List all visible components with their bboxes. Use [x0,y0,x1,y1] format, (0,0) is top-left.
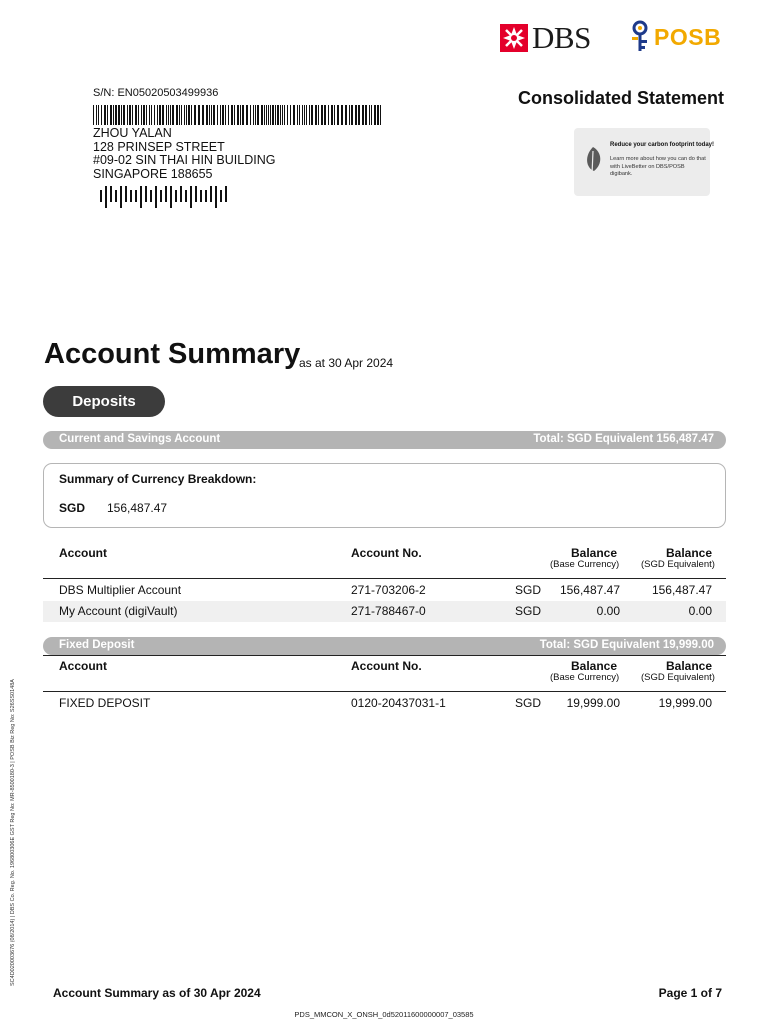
balance-base: 0.00 [596,604,620,618]
serial-number: S/N: EN05020503499936 [93,87,219,99]
fd-header-base-currency: (Base Currency) [550,672,620,683]
deposits-label: Deposits [43,386,165,417]
casa-total: Total: SGD Equivalent 156,487.47 [533,433,714,445]
table-row [43,693,726,714]
leaf-icon [582,146,604,176]
table-row [43,580,726,601]
casa-header-base-currency: (Base Currency) [550,559,620,570]
account-currency: SGD [515,604,542,618]
casa-header-balance-base: Balance [571,546,618,560]
fd-header-sgd-equivalent: (SGD Equivalent) [641,672,715,683]
account-name: DBS Multiplier Account [59,583,182,597]
statement-title: Consolidated Statement [518,88,725,108]
casa-section-bar [43,431,726,449]
balance-sgd: 19,999.00 [658,696,712,710]
dbs-wordmark: DBS [532,20,591,55]
account-number: 0120-20437031-1 [351,696,446,710]
casa-header-balance-sgd: Balance [666,546,713,560]
document-code: PDS_MMCON_X_ONSH_0d52011600000007_03585 [294,1010,474,1019]
account-name: FIXED DEPOSIT [59,696,151,710]
fd-header-account: Account [59,659,107,673]
address-line-name: ZHOU YALAN [93,126,172,140]
address-line-building: #09-02 SIN THAI HIN BUILDING [93,153,276,167]
balance-base: 19,999.00 [566,696,620,710]
account-number: 271-788467-0 [351,604,426,618]
fd-total: Total: SGD Equivalent 19,999.00 [539,639,714,651]
fd-header-balance-sgd: Balance [666,659,713,673]
posb-key-icon [628,20,652,54]
balance-base: 156,487.47 [559,583,620,597]
promo-body: Learn more about how you can do that with LiveBetter on DBS/POSB digibank. [610,156,706,178]
address-line-city: SINGAPORE 188655 [93,166,213,181]
casa-section-title: Current and Savings Account [59,433,221,445]
dbs-logo [500,22,591,54]
casa-header-account: Account [59,546,107,560]
fd-header-balance-base: Balance [571,659,618,673]
fd-top-rule [43,655,726,656]
account-name: My Account (digiVault) [59,604,178,618]
promo-card [574,128,715,196]
account-currency: SGD [515,583,542,597]
breakdown-value: 156,487.47 [107,501,168,515]
casa-header-sgd-equivalent: (SGD Equivalent) [641,559,715,570]
balance-sgd: 156,487.47 [651,583,712,597]
footer-summary-date: Account Summary as of 30 Apr 2024 [53,986,261,1000]
mail-barcode [93,105,385,125]
account-summary-title: Account Summary [44,338,301,370]
fd-section-title: Fixed Deposit [59,639,135,651]
breakdown-currency: SGD [59,501,86,515]
summary-date: as at 30 Apr 2024 [299,356,394,370]
posb-wordmark: POSB [654,24,722,50]
dbs-star-icon [500,24,528,52]
mailing-address [93,127,275,181]
postal-barcode [100,186,232,208]
casa-header-rule [43,578,726,579]
casa-header-account-no: Account No. [351,546,422,560]
account-currency: SGD [515,696,542,710]
breakdown-title: Summary of Currency Breakdown: [59,472,257,486]
address-line-street: 128 PRINSEP STREET [93,139,225,154]
balance-sgd: 0.00 [688,604,712,618]
legal-side-note: SC4D020003676 (08/2014) | DBS Co. Reg. No. 196800306E GST Reg No: MR-8500180-3 | POSB Biz Reg No: S26SS0148A [10,679,16,986]
fd-section-bar [43,637,726,655]
fd-header-rule [43,691,726,692]
page-number: Page 1 of 7 [658,986,722,1000]
account-number: 271-703206-2 [351,583,426,597]
currency-breakdown-box [43,463,726,528]
promo-title: Reduce your carbon footprint today! [610,142,715,148]
fd-header-account-no: Account No. [351,659,422,673]
posb-logo [628,20,721,54]
table-row [43,601,726,622]
